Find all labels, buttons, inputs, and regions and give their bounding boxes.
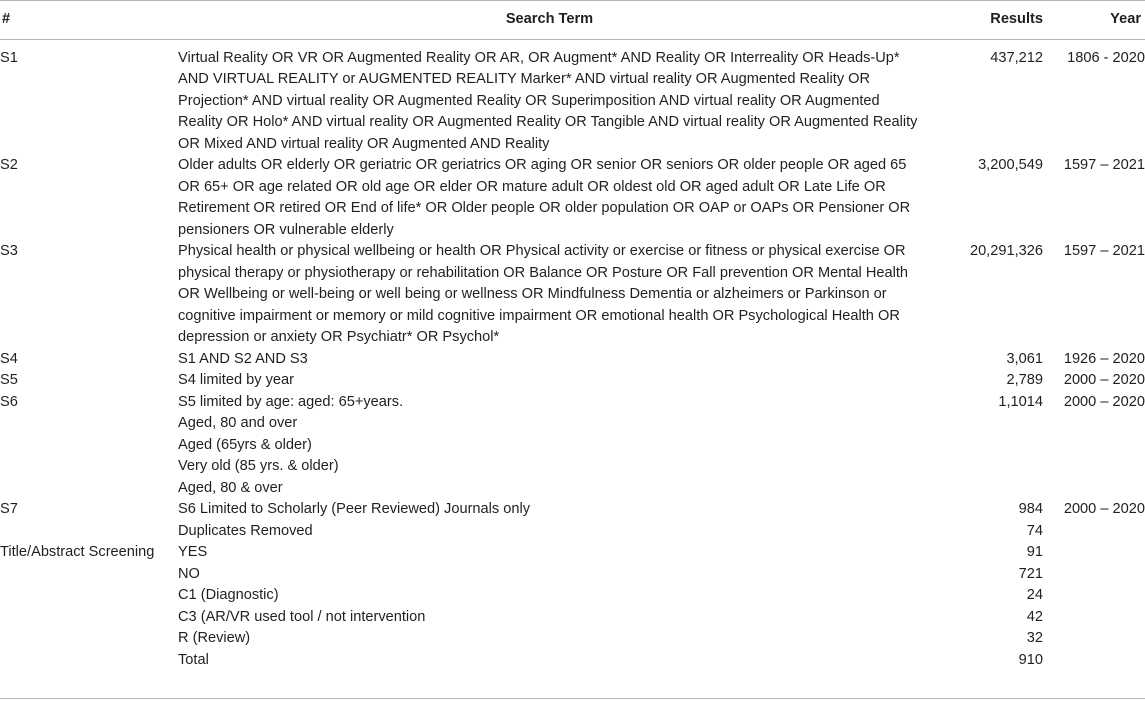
- table-row: [0, 650, 1145, 672]
- row-number: [0, 413, 174, 435]
- row-year: 1597 – 2021: [1063, 157, 1145, 173]
- row-number: [0, 650, 174, 672]
- header-search-term: Search Term: [174, 1, 925, 40]
- row-results: [925, 435, 1045, 457]
- row-search-term: S6 Limited to Scholarly (Peer Reviewed) Journals only: [178, 501, 531, 517]
- table-row: [0, 564, 1145, 586]
- table-row: [0, 521, 1145, 543]
- row-number: [0, 607, 174, 629]
- table-row: [0, 435, 1145, 457]
- row-search-term: C1 (Diagnostic): [178, 587, 279, 603]
- row-number: S4: [0, 350, 18, 367]
- row-year: [1045, 521, 1145, 543]
- row-search-term: Aged (65yrs & older): [178, 436, 312, 453]
- table-row: [0, 370, 1145, 392]
- row-search-term: Duplicates Removed: [178, 522, 313, 539]
- row-results: 1,1014: [998, 393, 1043, 410]
- row-results: 2,789: [1006, 372, 1043, 388]
- row-year: [1045, 564, 1145, 586]
- row-year: [1045, 478, 1145, 500]
- table-row: [0, 478, 1145, 500]
- row-search-term: C3 (AR/VR used tool / not intervention: [178, 608, 426, 625]
- row-number: [0, 478, 174, 500]
- row-search-term: Aged, 80 and over: [178, 415, 298, 431]
- header-number: #: [0, 1, 174, 40]
- row-number: S2: [0, 157, 18, 173]
- row-year: [1045, 542, 1145, 564]
- table-row: [0, 456, 1145, 478]
- table-row: [0, 155, 1145, 241]
- row-year: [1045, 607, 1145, 629]
- row-search-term: Very old (85 yrs. & older): [178, 458, 339, 474]
- row-search-term: S5 limited by age: aged: 65+years.: [178, 393, 404, 410]
- row-number: S3: [0, 243, 18, 259]
- table-bottom-rule: [0, 698, 1145, 699]
- row-year: [1045, 456, 1145, 478]
- row-results: 437,212: [990, 49, 1043, 66]
- row-search-term: Total: [178, 651, 209, 668]
- table-row: [0, 392, 1145, 414]
- header-year: Year: [1045, 1, 1145, 40]
- row-results: 3,200,549: [978, 157, 1043, 173]
- table-row: [0, 585, 1145, 607]
- row-search-term: Aged, 80 & over: [178, 479, 283, 496]
- row-search-term: YES: [178, 544, 208, 560]
- row-year: [1045, 435, 1145, 457]
- table-row: [0, 499, 1145, 521]
- row-year: 1597 – 2021: [1063, 243, 1145, 259]
- row-year: [1045, 628, 1145, 650]
- row-number: Title/Abstract Screening: [0, 544, 155, 560]
- row-results: 91: [1026, 544, 1043, 560]
- row-results: 910: [1018, 651, 1043, 668]
- row-number: [0, 456, 174, 478]
- row-number: S1: [0, 49, 18, 66]
- row-search-term: NO: [178, 565, 200, 582]
- table-row: [0, 241, 1145, 349]
- row-number: [0, 435, 174, 457]
- row-results: [925, 478, 1045, 500]
- row-year: 2000 – 2020: [1063, 501, 1145, 517]
- row-number: [0, 628, 174, 650]
- row-number: [0, 521, 174, 543]
- row-results: 74: [1026, 522, 1043, 539]
- row-results: 3,061: [1006, 350, 1043, 367]
- row-number: [0, 585, 174, 607]
- row-number: S6: [0, 393, 18, 410]
- table-row: [0, 39, 1145, 155]
- header-row: [0, 1, 1145, 40]
- table-row: [0, 413, 1145, 435]
- table-row: [0, 349, 1145, 371]
- row-year: 1806 - 2020: [1067, 49, 1145, 66]
- row-search-term: Older adults OR elderly OR geriatric OR geriatrics OR aging OR senior OR seniors OR older people OR aged 65 OR 65+ OR age related OR old age OR elder OR mature adult OR oldest old OR aged adult OR Late Life OR Retirement OR retired OR End of life* OR Older people OR older population OR OAP or OAPs OR Pensioner OR pensioners OR vulnerable elderly: [178, 157, 911, 238]
- row-results: 32: [1026, 630, 1043, 646]
- row-search-term: Virtual Reality OR VR OR Augmented Reality OR AR, OR Augment* AND Reality OR Interreality OR Heads-Up* AND VIRTUAL REALITY or AUGMENTED REALITY Marker* AND virtual reality OR Augmented Reality OR Projection* AND virtual reality OR Augmented Reality OR Superimposition AND virtual reality OR Augmented Reality OR Holo* AND virtual reality OR Augmented Reality OR Tangible AND virtual reality OR Augmented Reality OR Mixed AND virtual reality OR Augmented AND Reality: [178, 49, 918, 152]
- row-search-term: R (Review): [178, 630, 251, 646]
- table-row: [0, 628, 1145, 650]
- row-number: S5: [0, 372, 18, 388]
- row-year: 1926 – 2020: [1063, 350, 1145, 367]
- header-results: Results: [925, 1, 1045, 40]
- row-search-term: Physical health or physical wellbeing or health OR Physical activity or exercise or fitness or physical exercise OR physical therapy or physiotherapy or rehabilitation OR Balance OR Posture OR Fall prevention OR Mental Health OR Wellbeing or well-being or well being or wellness OR Mindfulness Dementia or alzheimers or Parkinson or cognitive impairment or memory or mild cognitive impairment OR emotional health OR Psychological Health OR depression or anxiety OR Psychiatr* OR Psychol*: [178, 243, 909, 345]
- row-results: 42: [1026, 608, 1043, 625]
- row-results: 20,291,326: [969, 243, 1043, 259]
- table-row: [0, 607, 1145, 629]
- row-year: [1045, 650, 1145, 672]
- row-number: S7: [0, 501, 18, 517]
- row-results: [925, 413, 1045, 435]
- row-year: [1045, 585, 1145, 607]
- row-results: 721: [1018, 565, 1043, 582]
- table-row: [0, 542, 1145, 564]
- row-year: 2000 – 2020: [1063, 372, 1145, 388]
- row-results: 24: [1026, 587, 1043, 603]
- row-number: [0, 564, 174, 586]
- row-year: 2000 – 2020: [1063, 393, 1145, 410]
- row-results: 984: [1018, 501, 1043, 517]
- row-search-term: S4 limited by year: [178, 372, 294, 388]
- row-year: [1045, 413, 1145, 435]
- row-search-term: S1 AND S2 AND S3: [178, 350, 308, 367]
- row-results: [925, 456, 1045, 478]
